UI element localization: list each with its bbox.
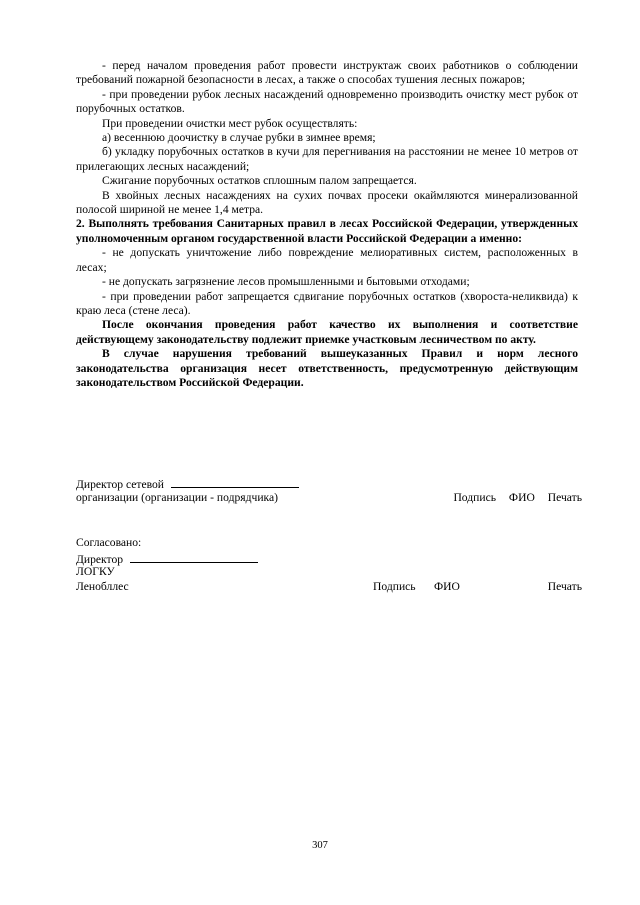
contractor-signature-line [171,476,299,488]
approved-sign-label: Подпись [373,579,416,593]
contractor-title-line2: организации (организации - подрядчика) [76,490,278,504]
paragraph-sanitary-rules-heading: 2. Выполнять требования Санитарных правил в лесах Российской Федерации, утвержденных уполномоченным органом государственной власти Российской Федерации а именно: [76,217,578,245]
contractor-fio-label: ФИО [508,490,535,504]
paragraph-pollution: - не допускать загрязнение лесов промышленными и бытовыми отходами; [102,275,470,289]
paragraph-residue-edge: - при проведении работ запрещается сдвигание порубочных остатков (хворостa-неликвида) к краю леса (стене леса). [76,289,578,317]
approved-signature-line [130,551,258,563]
approved-fio-label: ФИО [434,579,460,593]
approved-director-label: Директор [76,552,124,566]
contractor-title-line1: Директор сетевой [76,478,164,491]
paragraph-acceptance: После окончания проведения работ качество их выполнения и соответствие действующему законодательству подлежит приемке участковым лесничеством по акту. [76,318,578,346]
signature-block-contractor [76,476,582,505]
approved-org-line1: ЛОГКУ [76,565,115,578]
paragraph-spring-cleanup: а) весеннюю доочистку в случае рубки в зимнее время; [102,131,376,145]
document-body [76,59,578,390]
paragraph-burning-ban: Сжигание порубочных остатков сплошным палом запрещается. [102,174,417,188]
approved-org-line2: Ленобллес [76,579,129,593]
contractor-sign-label: Подпись [453,490,497,504]
page-number: 307 [312,840,328,851]
contractor-stamp-label: Печать [547,490,582,504]
paragraph-drainage-systems: - не допускать уничтожение либо повреждение мелиоративных систем, расположенных в лесах; [76,246,578,274]
approved-stamp-label: Печать [547,579,582,593]
paragraph-fire-safety-briefing: - перед началом проведения работ провести инструктаж своих работников о соблюдении требований пожарной безопасности в лесах, а также о способах тушения лесных пожаров; [76,59,578,87]
paragraph-logging-cleanup: - при проведении рубок лесных насаждений одновременно производить очистку мест рубок от порубочных остатков. [76,87,578,116]
approved-label: Согласовано: [76,536,142,549]
signature-block-approved [76,536,582,594]
paragraph-liability: В случае нарушения требований вышеуказанных Правил и норм лесного законодательства организация несет ответственность, предусмотренную действующим законодательством Российской Федерации. [76,347,578,389]
paragraph-residue-piles: б) укладку порубочных остатков в кучи для перегнивания на расстоянии не менее 10 метров от прилегающих лесных насаждений; [76,145,578,173]
paragraph-cleanup-intro: При проведении очистки мест рубок осуществлять: [102,116,358,130]
paragraph-mineral-strip: В хвойных лесных насаждениях на сухих почвах просеки окаймляются минерализованной полосой шириной не менее 1,4 метра. [76,188,578,217]
